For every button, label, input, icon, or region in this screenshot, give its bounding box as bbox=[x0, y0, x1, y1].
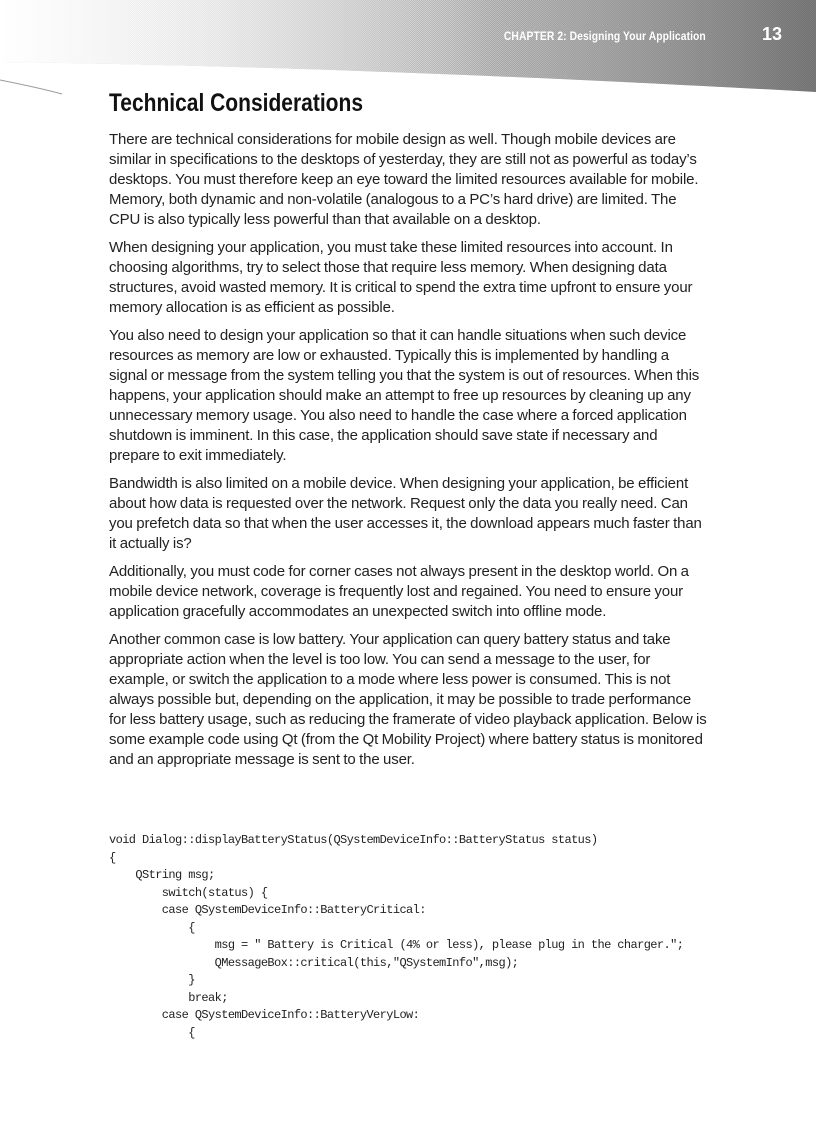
section-heading: Technical Considerations bbox=[109, 89, 364, 117]
code-line: } bbox=[109, 973, 195, 987]
code-line: QMessageBox::critical(this,"QSystemInfo",msg); bbox=[109, 955, 519, 970]
paragraph: You also need to design your application so that it can handle situations when such device resources as memory are low or exhausted. Typically this is implemented by handling a signal or message from the system telling you that the system is out of resources. When this happens, your application should make an attempt to free up resources by cleaning up any unnecessary memory usage. You also need to handle the case where a forced application shutdown is imminent. In this case, the application should save state if necessary and prepare to exit immediately. bbox=[109, 327, 700, 464]
paragraph: There are technical considerations for mobile design as well. Though mobile devices are similar in specifications to the desktops of yesterday, they are still not as powerful as today’s desktops. You must therefore keep an eye toward the limited resources available for mobile. Memory, both dynamic and non-volatile (analogous to a PC’s hard drive) are limited. The CPU is also typically less powerful than that available on a desktop. bbox=[109, 131, 699, 228]
code-line: case QSystemDeviceInfo::BatteryCritical: bbox=[109, 903, 426, 917]
code-line: break; bbox=[109, 990, 228, 1005]
page-number: 13 bbox=[762, 24, 783, 44]
running-head: CHAPTER 2: Designing Your Application bbox=[504, 29, 706, 43]
paragraph: Additionally, you must code for corner cases not always present in the desktop world. On a mobile device network, coverage is frequently lost and regained. You need to ensure your application gracefully accommodates an unexpected switch into offline mode. bbox=[109, 563, 689, 620]
code-line: case QSystemDeviceInfo::BatteryVeryLow: bbox=[109, 1008, 420, 1022]
code-line: void Dialog::displayBatteryStatus(QSystemDeviceInfo::BatteryStatus status) bbox=[109, 833, 598, 847]
code-line: { bbox=[109, 920, 195, 935]
paragraph: Another common case is low battery. Your application can query battery status and take appropriate action when the level is too low. You can send a message to the user, for example, or switch the application to a mode where less power is consumed. This is not always possible but, depending on the application, it may be possible to trade performance for less battery usage, such as reducing the framerate of video playback application. Below is some example code using Qt (from the Qt Mobility Project) where battery status is monitored and an appropriate message is sent to the user. bbox=[109, 631, 707, 768]
code-listing bbox=[109, 832, 729, 1042]
body-text bbox=[109, 130, 709, 778]
code-line: msg = " Battery is Critical (4% or less), please plug in the charger."; bbox=[109, 938, 684, 952]
code-line: QString msg; bbox=[109, 868, 215, 882]
code-line: { bbox=[109, 850, 116, 865]
code-line: switch(status) { bbox=[109, 885, 268, 900]
paragraph: Bandwidth is also limited on a mobile device. When designing your application, be efficient about how data is requested over the network. Request only the data you really need. Can you prefetch data so that when the user accesses it, the download appears much faster than it actually is? bbox=[109, 475, 702, 552]
paragraph: When designing your application, you must take these limited resources into account. In choosing algorithms, try to select those that require less memory. When designing data structures, avoid wasted memory. It is critical to spend the extra time upfront to ensure your memory allocation is as efficient as possible. bbox=[109, 239, 693, 316]
chapter-header-band bbox=[0, 0, 816, 100]
code-line: { bbox=[109, 1025, 195, 1040]
